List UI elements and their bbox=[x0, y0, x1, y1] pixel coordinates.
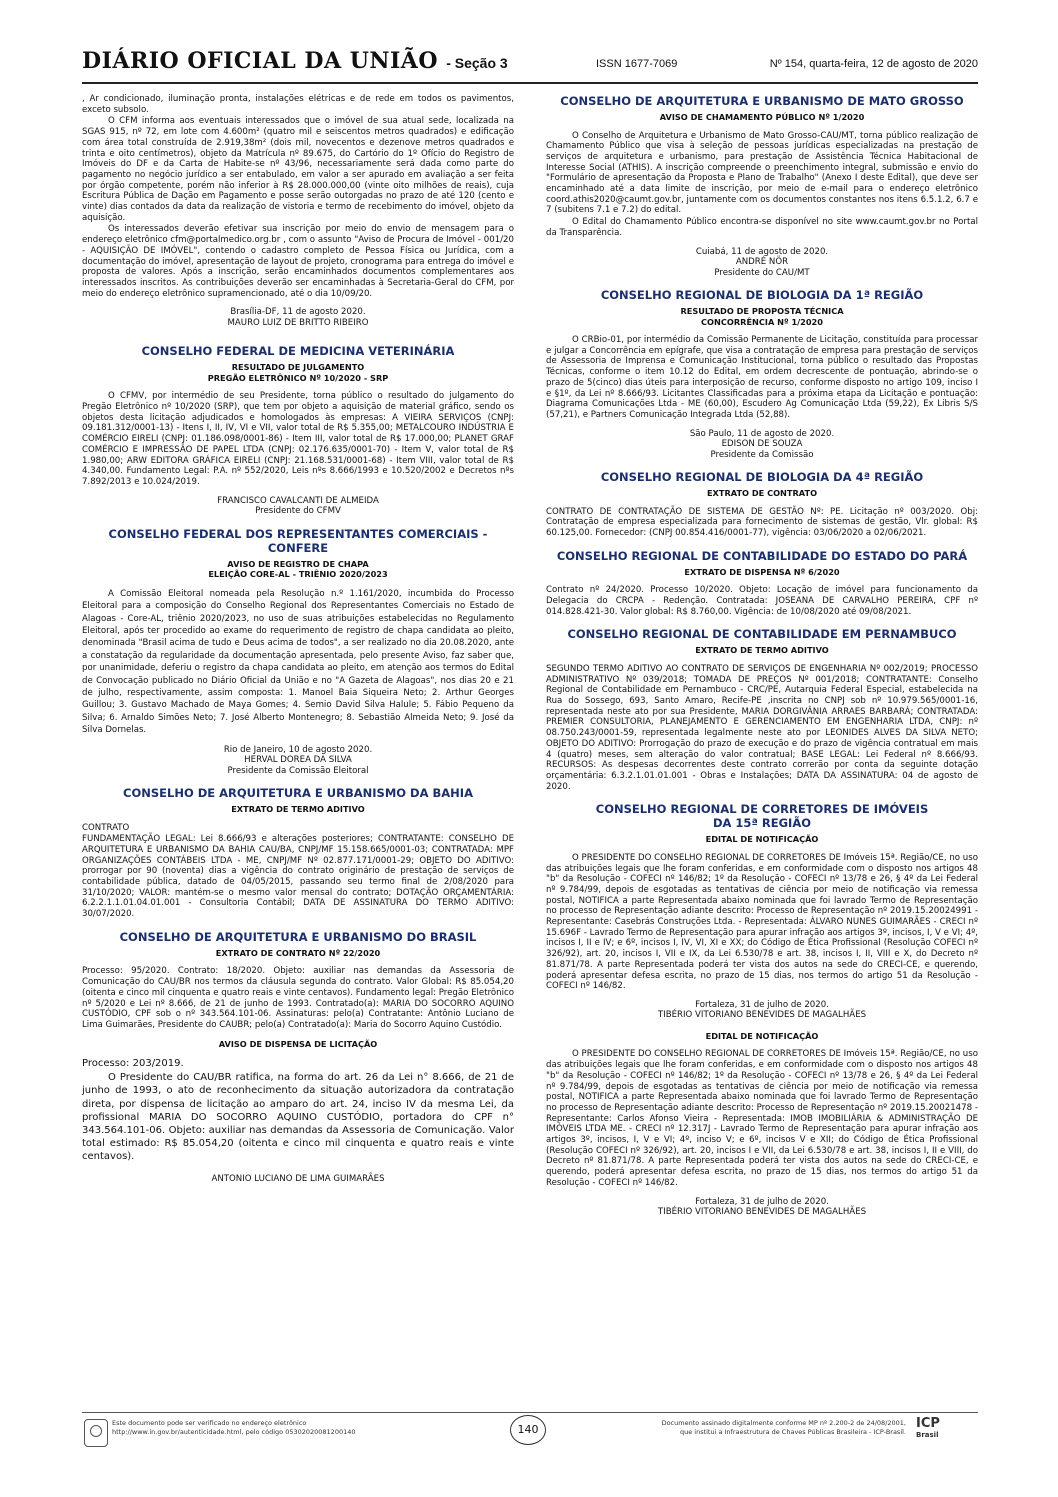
logo-subtext: Brasil bbox=[916, 1431, 939, 1439]
section-subtitle: EXTRATO DE CONTRATO bbox=[706, 488, 818, 499]
signature-role: Presidente da Comissão bbox=[710, 449, 814, 460]
signature-note-line: Documento assinado digitalmente conforme MP nº 2.200-2 de 24/08/2001, bbox=[661, 1419, 906, 1427]
signature-name: TIBÉRIO VITORIANO BENEVIDES DE MAGALHÃES bbox=[657, 1010, 867, 1021]
section-title: CONSELHO REGIONAL DE BIOLOGIA DA 4ª REGIÃO bbox=[600, 470, 924, 485]
signature-place: São Paulo, 11 de agosto de 2020. bbox=[689, 428, 835, 439]
creci-paragraph: O PRESIDENTE DO CONSELHO REGIONAL DE CORRETORES DE Imóveis 15ª. Região/CE, no uso das atribuições legais que lhe foram conferidas, e em conformidade com o disposto nos artigos 48 "b" da Resolução - COFECI nº 146/82; 1º da Resolução - COFECI nº 13/78 e 26, § 4º da Lei Federal nº 9.784/99, depois de esgotadas as tentativas de ciência por meio de notificação via remessa postal, NOTIFICA a parte Representada abaixo nominada que foi lavrado Termo de Representação no processo de Representação adiante descrito: Processo de Representação nº 2019.15.20024991 - Representante: Casebrás Construções Ltda. - Representada: ÁLVARO NUNES GUIMARÃES - CRECI nº 15.696F - Lavrado Termo de Representação para apurar infração aos artigos 3º, incisos, I, V e VI; 4º, incisos I, II e IV; e 6º, incisos I, IV, VI, XI e XX; do Código de Ética Profissional (Resolução COFECI nº 326/92), art. 20, incisos I, VII e IX, da Lei 6.530/78 e art. 38, incisos I, II, VIII e X, do Decreto nº 81.871/78. A parte Representada poderá ter vista dos autos na sede do CRECI-CE, e querendo, poderá apresentar defesa escrita, no prazo de 15 dias, nos termos do artigo 51 da Resolução - COFECI nº 146/82. bbox=[546, 852, 978, 992]
section-subtitle bbox=[546, 306, 978, 327]
section-subtitle: AVISO DE DISPENSA DE LICITAÇÃO bbox=[218, 1038, 378, 1049]
verification-link[interactable]: http://www.in.gov.br/autenticidade.html, pelo código 05302020081200140 bbox=[112, 1428, 356, 1436]
left-column bbox=[82, 94, 514, 1184]
journal-title bbox=[82, 48, 508, 74]
cau-ba-contract-label: CONTRATO bbox=[82, 822, 130, 833]
crbio4-paragraph: CONTRATO DE CONTRATAÇÃO DE SISTEMA DE GESTÃO Nº: PE. Licitação nº 003/2020. Obj: Contratação de empresa especializada para fornecimento de sistemas de gestão, Vlr. global: R$ 60.125,00. Fornecedor: (CNPJ 00.854.416/0001-77), vigência: 03/06/2020 a 02/06/2021. bbox=[546, 506, 978, 539]
right-column bbox=[546, 94, 978, 1218]
subtitle-line: RESULTADO DE JULGAMENTO bbox=[231, 362, 365, 373]
cau-ba-paragraph: FUNDAMENTAÇÃO LEGAL: Lei 8.666/93 e alterações posteriores; CONTRATANTE: CONSELHO DE ARQUITETURA E URBANISMO DA BAHIA CAU/BA, CNPJ/MF 15.158.665/0001-03; CONTRATADA: MPF ORGANIZAÇÕES CONTÁBEIS LTDA - ME, CNPJ/MF Nº 02.877.171/0001-29; OBJETO DO ADITIVO: prorrogar por 90 (noventa) dias a vigência do contrato originário de prestação de serviços de contabilidade pública, datado de 04/05/2015, passando seu termo final de 2/08/2020 para 31/10/2020; VALOR: mantém-se o mesmo valor mensal do contrato; DOTAÇÃO ORÇAMENTÁRIA: 6.2.2.1.1.01.04.01.001 - Consultoria Contábil; DATA DE ASSINATURA DO TERMO ADITIVO: 30/07/2020. bbox=[82, 834, 514, 920]
journal-title-text: DIÁRIO OFICIAL DA UNIÃO bbox=[82, 48, 439, 74]
section-title: CONSELHO REGIONAL DE BIOLOGIA DA 1ª REGIÃO bbox=[600, 288, 924, 303]
section-subtitle: EXTRATO DE TERMO ADITIVO bbox=[695, 645, 829, 656]
section-subtitle: AVISO DE CHAMAMENTO PÚBLICO Nº 1/2020 bbox=[659, 112, 865, 122]
cau-mt-paragraph: O Conselho de Arquitetura e Urbanismo de Mato Grosso-CAU/MT, torna público realização de Chamamento Público que visa à seleção de pessoas jurídicas especializadas na prestação de serviços de arquitetura e urbanismo, para prestação de Assistência Técnica Habitacional de Interesse Social (ATHIS). A inscrição compreende o preenchimento integral, submissão e envio do "Formulário de apresentação da Proposta e Plano de Trabalho" (Anexo I deste Edital), que deve ser encaminhado até a data limite de inscrição, por meio de e-mail para o endereço eletrônico coord.athis2020@caumt.gov.br, juntamente com os documentos constantes nos itens 6.5.1.2, 6.7 e 7 (subitens 7.1 e 7.2) do edital. bbox=[546, 130, 978, 216]
signature-name: EDISON DE SOUZA bbox=[721, 439, 803, 450]
section-title bbox=[546, 802, 978, 830]
signature-name: TIBÉRIO VITORIANO BENEVIDES DE MAGALHÃES bbox=[657, 1207, 867, 1218]
signature-name: MAURO LUIZ DE BRITTO RIBEIRO bbox=[227, 317, 369, 328]
cfm-paragraph: Os interessados deverão efetivar sua inscrição por meio do envio de mensagem para o endereço eletrônico cfm@portalmedico.org.br , com o assunto "Aviso de Procura de Imóvel - 001/20 - AQUISIÇÃO DE IMÓVEL", contendo o cadastro completo de Pessoa Física ou Jurídica, com a documentação do imóvel, apresentação de layout de projeto, cronograma para entrega do imóvel e proposta de valores. Após a inscrição, serão encaminhados documentos complementares aos interessados inscritos. As contribuições deverão ser encaminhadas à Secretaria-Geral do CFM, por meio do endereço eletrônico supramencionado, até o dia 10/09/20. bbox=[82, 224, 514, 299]
cau-br-paragraph: Processo: 95/2020. Contrato: 18/2020. Objeto: auxiliar nas demandas da Assessoria de Comunicação do CAU/BR nos termos da cláusula segunda do contrato. Valor Global: R$ 85.054,20 (oitenta e cinco mil cinquenta e quatro reais e vinte centavos). Fundamento legal: Pregão Eletrônico nº 5/2020 e Lei nº 8.666, de 21 de junho de 1993. Contratado(a): MARIA DO SOCORRO AQUINO CUSTÓDIO, CPF sob o nº 343.564.101-06. Assinaturas: pelo(a) Contratante: Antônio Luciano de Lima Guimarães, Presidente do CAUBR; pelo(a) Contratado(a): Maria do Socorro Aquino Custódio. bbox=[82, 966, 514, 1030]
creci-paragraph: O PRESIDENTE DO CONSELHO REGIONAL DE CORRETORES DE Imóveis 15ª. Região/CE, no uso das atribuições legais que lhe foram conferidas, e em conformidade com o disposto nos artigos 48 "b" da Resolução - COFECI nº 146/82; 1º da Resolução - COFECI nº 13/78 e 26, § 4º da Lei Federal nº 9.784/99, depois de esgotadas as tentativas de ciência por meio de notificação via remessa postal, NOTIFICA a parte Representada abaixo nominada que foi lavrado Termo de Representação no processo de Representação adiante descrito: Processo de Representação nº 2019.15.20021478 - Representante: Carlos Afonso Vieira - Representada: IMOB IMOBILIÁRIA & ADMINISTRAÇÃO DE IMÓVEIS LTDA ME. - CRECI nº 12.317J - Lavrado Termo de Representação para apurar infração aos artigos 3º, incisos, I, V e VI; 4º, inciso V; e 6º, incisos V e XII; do Código de Ética Profissional (Resolução COFECI nº 326/92), art. 20, incisos I e VII, da Lei 6.530/78 e art. 38, incisos I, II e VIII, do Decreto nº 81.871/78. A parte Representada poderá ter vista dos autos na sede do CRECI-CE, e querendo, poderá apresentar defesa escrita, no prazo de 15 dias, nos termos do artigo 51 da Resolução - COFECI nº 146/82. bbox=[546, 1049, 978, 1188]
crc-pe-paragraph: SEGUNDO TERMO ADITIVO AO CONTRATO DE SERVIÇOS DE ENGENHARIA Nº 002/2019; PROCESSO ADMINISTRATIVO Nº 039/2018; TOMADA DE PREÇOS Nº 001/2018; CONTRATANTE: Conselho Regional de Contabilidade em Pernambuco - CRC/PE, Autarquia Federal Especial, estabelecida na Rua do Sossego, 693, Santo Amaro, Recife-PE ,inscrita no CNPJ sob nº 10.979.565/0001-16, representada neste ato por sua Presidente, MARIA DORGIVÂNIA ARRAES BARBARÁ; CONTRATADA: PREMIER CONSULTORIA, PLANEJAMENTO E GERENCIAMENTO EM ENGENHARIA LTDA, CNPJ: nº 08.750.243/0001-59, representada legalmente neste ato por LEONIDES ALVES DA SILVA NETO; OBJETO DO ADITIVO: Prorrogação do prazo de execução e do prazo de vigência contratual em mais 4 (quatro) meses, sem alteração do valor contratual; BASE LEGAL: Lei Federal nº 8.666/93. RECURSOS: As despesas decorrentes deste contrato correrão por conta da seguinte dotação orçamentária: 6.3.2.1.01.01.001 - Obras e Instalações; DATA DA ASSINATURA: 04 de agosto de 2020. bbox=[546, 663, 978, 792]
signature-name: ANTONIO LUCIANO DE LIMA GUIMARÃES bbox=[211, 1173, 385, 1184]
masthead bbox=[82, 48, 978, 84]
crc-pa-paragraph: Contrato nº 24/2020. Processo 10/2020. Objeto: Locação de imóvel para funcionamento da Delegacia do CRCPA - Redenção. Contratada: JOSEANA DE CARVALHO PEREIRA, CPF nº 014.828.421-30. Valor global: R$ 8.760,00. Vigência: de 10/08/2020 até 09/08/2021. bbox=[546, 585, 978, 617]
creci-signature bbox=[546, 1197, 978, 1218]
cfm-paragraph: O CFM informa aos eventuais interessados que o imóvel de sua atual sede, localizada na SGAS 915, nº 72, em lote com 4.600m² (quatro mil e seiscentos metros quadrados) e edificação com área total construída de 2.919,38m² (dois mil, novecentos e dezenove metros quadrados e trinta e oito centímetros), objeto da Matrícula nº 89.675, do Cartório do 1º Ofício do Registro de Imóveis do DF e da Carta de Habite-se nº 43/96, necessariamente será dada como parte do pagamento no negócio jurídico a ser entabulado, em valor a ser apurado em avaliação a ser feita por órgão competente, porém não inferior à R$ 28.000.000,00 (vinte oito milhões de reais), cuja Escritura Pública de Dação em Pagamento e posse serão outorgadas no prazo de até 120 (cento e vinte) dias contados da data da realização de vistoria e termo de recebimento do imóvel, objeto da aquisição. bbox=[82, 116, 514, 223]
subtitle-line: RESULTADO DE PROPOSTA TÉCNICA bbox=[680, 306, 844, 317]
verification-line: Este documento pode ser verificado no endereço eletrônico bbox=[112, 1419, 307, 1427]
title-line: DA 15ª REGIÃO bbox=[712, 816, 812, 831]
signature-note-line: que institui a Infraestrutura de Chaves Públicas Brasileira - ICP-Brasil. bbox=[679, 1428, 906, 1436]
crbio1-paragraph: O CRBio-01, por intermédio da Comissão Permanente de Licitação, constituída para processar e julgar a Concorrência em epígrafe, que visa a contratação de empresa para prestação de serviços de Assessoria de Imprensa e Comunicação Institucional, torna público o resultado das Propostas Técnicas, conforme o item 10.12 do Edital, em ordem decrescente de pontuação, abrindo-se o prazo de 5(cinco) dias úteis para interposição de recurso, conforme disposto no artigo 109, inciso I e §1º, da Lei nº 8.666/93. Licitantes Classificadas para a próxima etapa da Licitação e pontuação: Diagrama Comunicações Ltda - ME (60,00), Escudero Ag Comunicação Ltda (59,22), Ex Libris S/S (57,21), e Partners Comunicação Integrada Ltda (52,88). bbox=[546, 335, 978, 420]
signature-place: Cuiabá, 11 de agosto de 2020. bbox=[695, 246, 829, 257]
section-title: CONSELHO REGIONAL DE CONTABILIDADE DO ESTADO DO PARÁ bbox=[556, 548, 968, 563]
signature-place: Brasília-DF, 11 de agosto 2020. bbox=[230, 307, 366, 318]
verification-note bbox=[112, 1419, 356, 1437]
issn: ISSN 1677-7069 bbox=[596, 58, 678, 70]
section-title: CONSELHO DE ARQUITETURA E URBANISMO DA BAHIA bbox=[123, 786, 473, 801]
section-subtitle: EXTRATO DE TERMO ADITIVO bbox=[231, 804, 365, 815]
section-subtitle bbox=[82, 362, 514, 383]
section-subtitle: EXTRATO DE DISPENSA Nº 6/2020 bbox=[684, 566, 840, 577]
creci-signature bbox=[546, 1000, 978, 1021]
title-line: CONSELHO REGIONAL DE CORRETORES DE IMÓVEIS bbox=[595, 802, 929, 817]
page-number: 140 bbox=[510, 1415, 546, 1445]
signature-place: Fortaleza, 31 de julho de 2020. bbox=[695, 1196, 829, 1207]
icp-brasil-logo bbox=[916, 1417, 958, 1449]
signature-place: Rio de Janeiro, 10 de agosto 2020. bbox=[223, 744, 373, 755]
section-subtitle: EXTRATO DE CONTRATO Nº 22/2020 bbox=[215, 947, 381, 958]
cfmv-signature bbox=[82, 496, 514, 517]
cau-br-paragraph: O Presidente do CAU/BR ratifica, na forma do art. 26 da Lei n° 8.666, de 21 de junho de 1993, o ato de reconhecimento da situação autorizadora da contratação direta, por dispensa de licitação ao amparo do art. 24, inciso IV da mesma Lei, da profissional MARIA DO SOCORRO AQUINO CUSTÓDIO, portadora do CPF n° 343.564.101-06. Objeto: auxiliar nas demandas da Assessoria de Comunicação. Valor total estimado: R$ 85.054,20 (oitenta e cinco mil cinquenta e quatro reais e vinte centavos). bbox=[82, 1072, 514, 1163]
cfm-paragraph: , Ar condicionado, iluminação pronta, instalações elétricas e de rede em todos os pavimentos, exceto subsolo. bbox=[82, 94, 514, 115]
subtitle-line: AVISO DE REGISTRO DE CHAPA bbox=[227, 558, 369, 569]
section-title: CONSELHO DE ARQUITETURA E URBANISMO DE MATO GROSSO bbox=[560, 94, 964, 108]
section-title: CONSELHO DE ARQUITETURA E URBANISMO DO BRASIL bbox=[119, 929, 477, 944]
signature-place: Fortaleza, 31 de julho de 2020. bbox=[695, 999, 829, 1010]
page-footer bbox=[82, 1412, 978, 1457]
coat-of-arms-icon bbox=[84, 1419, 108, 1447]
section-subtitle: EDITAL DE NOTIFICAÇÃO bbox=[705, 834, 819, 845]
cau-br-signature bbox=[82, 1174, 514, 1185]
section-title: CONSELHO FEDERAL DE MEDICINA VETERINÁRIA bbox=[141, 344, 455, 359]
cfm-signature bbox=[82, 307, 514, 328]
signature-name: FRANCISCO CAVALCANTI DE ALMEIDA bbox=[217, 495, 379, 506]
crbio1-signature bbox=[546, 429, 978, 461]
subtitle-line: ELEIÇÃO CORE-AL - TRIÊNIO 2020/2023 bbox=[208, 569, 388, 580]
signature-note bbox=[662, 1419, 906, 1437]
logo-text: ICP bbox=[916, 1416, 940, 1431]
section-subtitle bbox=[82, 559, 514, 580]
cfmv-paragraph: O CFMV, por intermédio de seu Presidente, torna público o resultado do julgamento do Pregão Eletrônico nº 10/2020 (SRP), que tem por objeto a aquisição de material gráfico, sendo os objetos desta licitação adjudicados e homologados às empresas: A VIEIRA SERVIÇOS (CNPJ: 09.181.312/0001-13) - Itens I, II, IV, VI e VII, valor total de R$ 5.355,00; METALCOURO INDÚSTRIA E COMÉRCIO EIRELI (CNPJ: 01.186.098/0001-86) - Item III, valor total de R$ 17.000,00; PLANET GRAF COMÉRCIO E IMPRESSÃO DE PAPEL LTDA (CNPJ: 02.176.635/0001-70) - Item V, valor total de R$ 1.980,00; ARW EDITORA GRÁFICA EIRELI (CNPJ: 21.168.531/0001-68) - Item VIII, valor total de R$ 4.340,00. Fundamento Legal: P.A. nº 552/2020, Leis nºs 8.666/1993 e 10.520/2002 e Decretos nºs 7.892/2013 e 10.024/2019. bbox=[82, 391, 514, 487]
signature-role: Presidente da Comissão Eleitoral bbox=[227, 765, 369, 776]
subtitle-line: PREGÃO ELETRÔNICO Nº 10/2020 - SRP bbox=[207, 372, 389, 383]
signature-role: Presidente do CFMV bbox=[255, 506, 341, 517]
issue-info: Nº 154, quarta-feira, 12 de agosto de 2020 bbox=[769, 58, 978, 70]
cau-mt-paragraph: O Edital do Chamamento Público encontra-se disponível no site www.caumt.gov.br no Portal da Transparência. bbox=[546, 217, 978, 238]
cau-mt-signature bbox=[546, 247, 978, 279]
cau-br-process: Processo: 203/2019. bbox=[82, 1058, 184, 1070]
section-subtitle: EDITAL DE NOTIFICAÇÃO bbox=[705, 1030, 819, 1041]
section-title: CONSELHO FEDERAL DOS REPRESENTANTES COMERCIAIS - CONFERE bbox=[108, 526, 488, 555]
confere-paragraph: A Comissão Eleitoral nomeada pela Resolução n.º 1.161/2020, incumbida do Processo Eleitoral para a composição do Conselho Regional dos Representantes Comerciais no Estado de Alagoas - Core-AL, triênio 2020/2023, no uso de suas atribuições estabelecidas no Regulamento Eleitoral, após ter procedido ao exame do requerimento de registro de chapa candidata ao pleito, denominada "Brasil acima de tudo e Deus acima de todos", a ser realizado no dia 20.08.2020, ante a constatação da regularidade da documentação apresentada, pelo presente Aviso, faz saber que, por unanimidade, deferiu o registro da chapa candidata ao pleito, em atenção aos termos do Edital de Convocação publicado no Diário Oficial da União e no "A Gazeta de Alagoas", nos dias 20 e 21 de julho, respectivamente, assim composta: 1. Manoel Baia Siqueira Neto; 2. Arthur Georges Guillou; 3. Gustavo Machado de Maya Gomes; 4. Semio David Silva Halule; 5. Fábio Pequeno da Silva; 6. Arnaldo Simões Neto; 7. José Alberto Montenegro; 8. Sebastião Almeida Neto; 9. José da Silva Dornelas. bbox=[82, 588, 514, 736]
signature-role: Presidente do CAU/MT bbox=[714, 267, 810, 278]
signature-name: ANDRÉ NÖR bbox=[735, 257, 789, 268]
section-title: CONSELHO REGIONAL DE CONTABILIDADE EM PERNAMBUCO bbox=[567, 627, 957, 642]
signature-name: HERVAL DOREA DA SILVA bbox=[244, 755, 352, 766]
confere-signature bbox=[82, 745, 514, 777]
section-label: - Seção 3 bbox=[446, 55, 508, 71]
subtitle-line: CONCORRÊNCIA Nº 1/2020 bbox=[701, 316, 823, 327]
